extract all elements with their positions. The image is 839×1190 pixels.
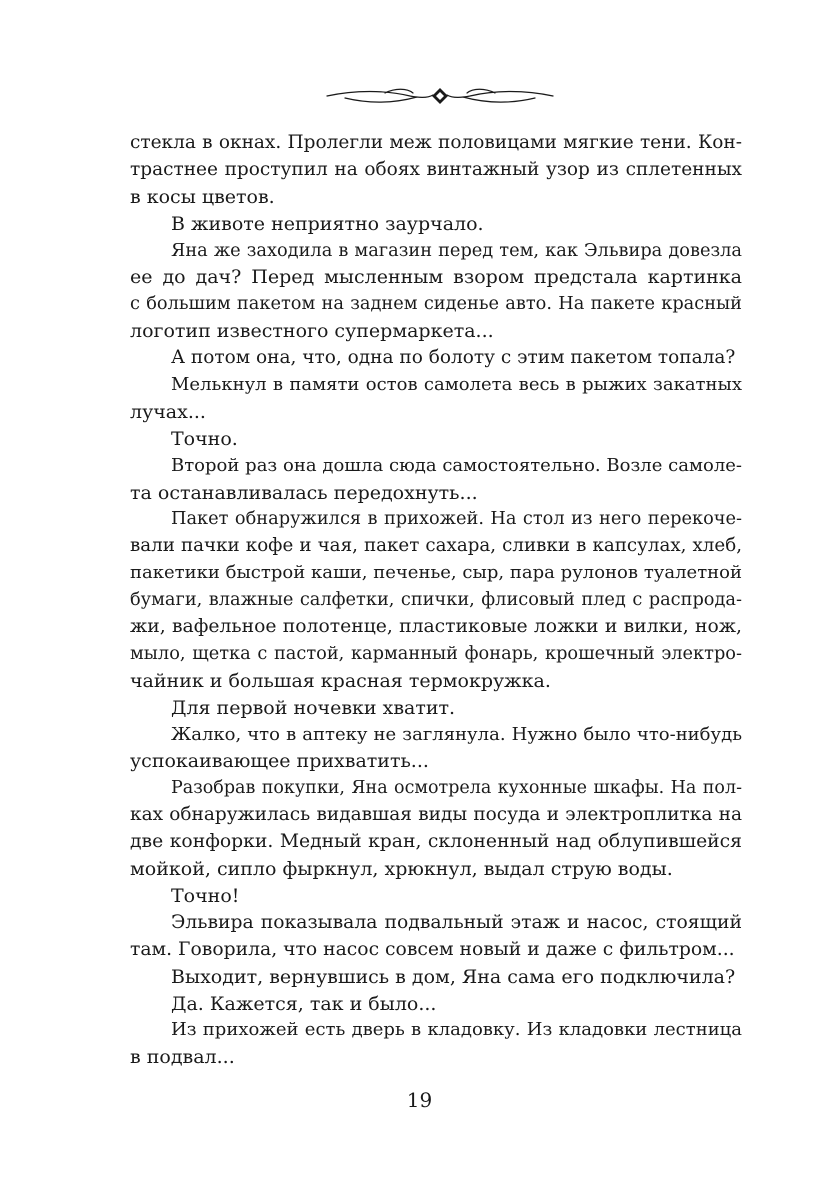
text-line: В животе неприятно заурчало.	[171, 212, 484, 235]
header-ornament	[325, 84, 555, 108]
text-line: Жалко, что в аптеку не заглянула. Нужно было что-нибудь	[171, 723, 742, 745]
text-line: логотип известного супермаркета...	[130, 320, 494, 343]
text-line: Мелькнул в памяти остов самолета весь в рыжих закатных	[171, 374, 742, 396]
text-line: Разобрав покупки, Яна осмотрела кухонные шкафы. На пол-	[171, 778, 742, 799]
text-line: Для первой ночевки хватит.	[171, 696, 456, 719]
text-line: та останавливалась передохнуть...	[130, 481, 478, 504]
text-line: мойкой, сипло фыркнул, хрюкнул, выдал струю воды.	[130, 858, 673, 881]
text-line: Точно.	[171, 427, 238, 450]
text-line: стекла в окнах. Пролегли меж половицами мягкие тени. Кон-	[130, 132, 742, 153]
page-number: 19	[406, 1088, 433, 1112]
text-line: там. Говорила, что насос совсем новый и даже с фильтром...	[130, 938, 735, 960]
text-line: бумаги, влажные салфетки, спички, флисовый плед с распрода-	[130, 590, 742, 611]
text-line: Точно!	[171, 884, 240, 907]
text-line: Второй раз она дошла сюда самостоятельно. Возле самоле-	[171, 454, 742, 476]
text-line: в косы цветов.	[130, 185, 275, 208]
text-line: А потом она, что, одна по болоту с этим пакетом топала?	[171, 347, 736, 369]
text-line: мыло, щетка с пастой, карманный фонарь, крошечный электро-	[130, 643, 742, 664]
text-line: ках обнаружилась видавшая виды посуда и электроплитка на	[130, 804, 742, 826]
text-line: Из прихожей есть дверь в кладовку. Из кладовки лестница	[171, 1019, 742, 1041]
text-line: в подвал...	[130, 1046, 235, 1069]
text-line: вали пачки кофе и чая, пакет сахара, сливки в капсулах, хлеб,	[130, 535, 742, 557]
text-line: Выходит, вернувшись в дом, Яна сама его подключила?	[171, 965, 736, 988]
text-line: ее до дач? Перед мысленным взором предстала картинка	[130, 266, 742, 289]
text-line: жи, вафельное полотенце, пластиковые ложки и вилки, нож,	[130, 616, 742, 638]
text-line: успокаивающее прихватить...	[130, 750, 429, 773]
body-text	[130, 130, 742, 1071]
text-line: Яна же заходила в магазин перед тем, как Эльвира довезла	[171, 240, 742, 261]
text-line: Эльвира показывала подвальный этаж и насос, стоящий	[171, 911, 742, 933]
text-line: трастнее проступил на обоях винтажный узор из сплетенных	[130, 158, 742, 180]
text-line: Пакет обнаружился в прихожей. На стол из него перекоче-	[171, 509, 742, 530]
text-line: лучах...	[130, 400, 206, 423]
text-line: две конфорки. Медный кран, склоненный над облупившейся	[130, 831, 742, 853]
text-line: с большим пакетом на заднем сиденье авто. На пакете красный	[130, 294, 742, 315]
text-line: пакетики быстрой каши, печенье, сыр, пара рулонов туалетной	[130, 562, 742, 584]
text-line: чайник и большая красная термокружка.	[130, 669, 551, 692]
text-line: Да. Кажется, так и было...	[171, 992, 437, 1015]
